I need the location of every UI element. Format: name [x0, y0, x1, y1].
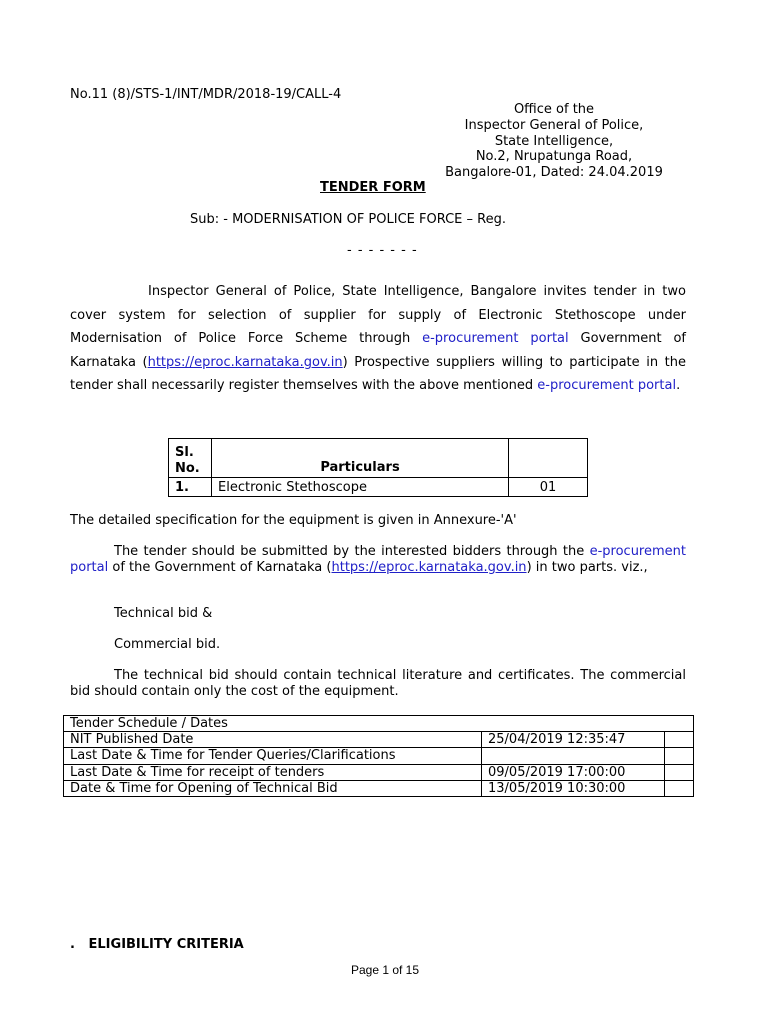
items-table: [168, 438, 588, 497]
address-line: Inspector General of Police,: [464, 117, 644, 133]
schedule-blank-cell: [665, 732, 694, 748]
header-particulars: Particulars: [212, 439, 509, 478]
schedule-header-row: [64, 716, 694, 732]
office-address: [424, 102, 684, 181]
intro-text: Government of Karnataka (: [70, 331, 686, 370]
address-date-line: Bangalore-01, Dated: 24.04.2019: [445, 165, 663, 181]
subject-line: Sub: - MODERNISATION OF POLICE FORCE – Reg.: [190, 212, 506, 227]
item-particulars: Electronic Stethoscope: [212, 478, 509, 497]
schedule-label: Last Date & Time for Tender Queries/Clarifications: [64, 748, 482, 764]
schedule-value: 25/04/2019 12:35:47: [482, 732, 665, 748]
bid-contents-text: The technical bid should contain technical literature and certificates. The commercial bid should contain only the cost of the equipment.: [70, 668, 686, 699]
submission-text: The tender should be submitted by the interested bidders through the: [114, 544, 590, 559]
schedule-value: 09/05/2019 17:00:00: [482, 764, 665, 780]
item-quantity: 01: [509, 478, 588, 497]
header-quantity: [509, 439, 588, 478]
commercial-bid-item: Commercial bid.: [114, 637, 221, 652]
eproc-url-link[interactable]: https://eproc.karnataka.gov.in: [331, 559, 527, 575]
eproc-url-link[interactable]: https://eproc.karnataka.gov.in: [147, 354, 343, 370]
eligibility-heading: . ELIGIBILITY CRITERIA: [70, 937, 244, 952]
table-row: [169, 478, 588, 497]
schedule-value: [482, 748, 665, 764]
reference-number: No.11 (8)/STS-1/INT/MDR/2018-19/CALL-4: [70, 87, 342, 102]
items-header-row: [169, 439, 588, 478]
schedule-label: NIT Published Date: [64, 732, 482, 748]
intro-paragraph: [70, 280, 686, 398]
intro-text: Inspector General of Police, State Intelligence, Bangalore invites tender in two cover system for selection of supplier for supply of Electronic Stethoscope under Modernisation of Police Force Scheme through: [70, 284, 686, 347]
submission-text: ) in two parts. viz.,: [526, 559, 648, 575]
table-row: [64, 748, 694, 764]
separator: - - - - - - -: [347, 243, 418, 258]
address-line: State Intelligence,: [494, 133, 614, 149]
schedule-blank-cell: [665, 748, 694, 764]
intro-text: ) Prospective suppliers willing to participate in the tender shall necessarily register themselves with the above mentioned: [70, 354, 687, 394]
table-row: [64, 780, 694, 796]
schedule-value: 13/05/2019 10:30:00: [482, 780, 665, 796]
document-title: TENDER FORM: [320, 180, 426, 195]
submission-text: of the Government of Karnataka (: [108, 559, 332, 575]
header-sl-no: Sl. No.: [169, 439, 212, 478]
bid-contents-paragraph: [70, 668, 686, 700]
spec-note: The detailed specification for the equipment is given in Annexure-'A': [70, 513, 517, 528]
schedule-blank-cell: [665, 780, 694, 796]
intro-text: .: [676, 378, 681, 394]
tender-schedule-table: [63, 715, 694, 797]
table-row: [64, 764, 694, 780]
eproc-portal-link[interactable]: e-procurement portal: [537, 378, 677, 394]
schedule-label: Last Date & Time for receipt of tenders: [64, 764, 482, 780]
schedule-blank-cell: [665, 764, 694, 780]
technical-bid-item: Technical bid &: [114, 606, 213, 621]
page-number-footer: Page 1 of 15: [350, 963, 420, 977]
submission-paragraph: [70, 544, 686, 576]
eproc-portal-link[interactable]: e-procurement portal: [422, 331, 569, 347]
address-line: No.2, Nrupatunga Road,: [475, 149, 633, 165]
eproc-portal-link[interactable]: e-procurement portal: [70, 544, 686, 575]
address-line: Office of the: [513, 102, 595, 117]
schedule-label: Date & Time for Opening of Technical Bid: [64, 780, 482, 796]
item-sl-no: 1.: [169, 478, 212, 497]
schedule-header: Tender Schedule / Dates: [64, 716, 694, 732]
table-row: [64, 732, 694, 748]
